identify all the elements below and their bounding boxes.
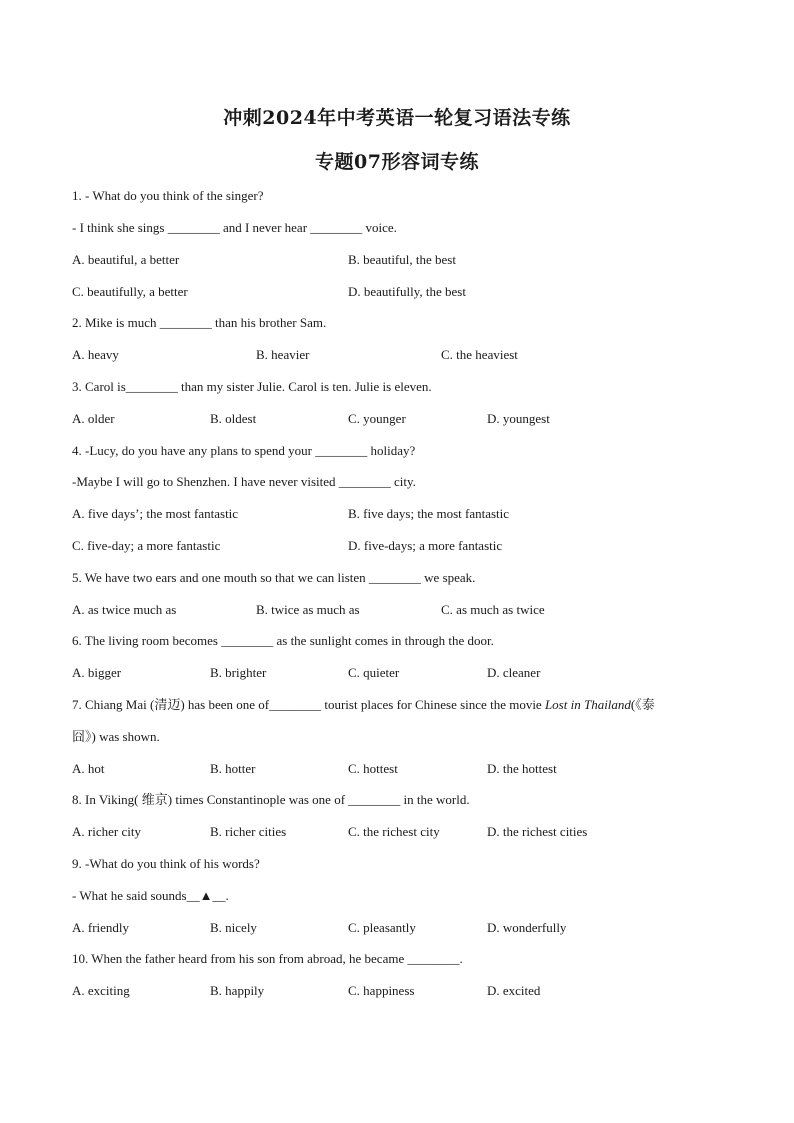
question-5-stem: 5. We have two ears and one mouth so that we can listen ________ we speak. bbox=[72, 570, 476, 585]
question-7-stem-2: 囧》) was shown. bbox=[72, 729, 160, 744]
question-10-option-a: A. exciting bbox=[72, 983, 130, 998]
question-4-option-d: D. five-days; a more fantastic bbox=[348, 538, 503, 553]
question-7-option-c: C. hottest bbox=[348, 761, 398, 776]
question-2-stem: 2. Mike is much ________ than his brother Sam. bbox=[72, 315, 327, 330]
question-1-option-d: D. beautifully, the best bbox=[348, 284, 466, 299]
question-5-option-c: C. as much as twice bbox=[441, 602, 545, 617]
question-2-option-a: A. heavy bbox=[72, 347, 119, 362]
question-3-option-c: C. younger bbox=[348, 411, 406, 426]
page-subtitle: 专题07形容词专练 bbox=[315, 151, 479, 173]
question-6-option-a: A. bigger bbox=[72, 665, 122, 680]
question-8-stem: 8. In Viking( 维京) times Constantinople was one of ________ in the world. bbox=[72, 792, 470, 807]
movie-title: Lost in Thailand bbox=[544, 697, 631, 712]
question-3-option-a: A. older bbox=[72, 411, 115, 426]
question-7-stem bbox=[72, 697, 655, 713]
question-6-option-b: B. brighter bbox=[210, 665, 267, 680]
question-8-option-a: A. richer city bbox=[72, 824, 141, 839]
page-title: 冲刺2024年中考英语一轮复习语法专练 bbox=[223, 107, 571, 129]
question-2-option-b: B. heavier bbox=[256, 347, 310, 362]
question-9-option-d: D. wonderfully bbox=[487, 920, 567, 935]
question-1-option-c: C. beautifully, a better bbox=[72, 284, 188, 299]
question-7-stem-end: (《泰 bbox=[630, 697, 655, 712]
question-1-option-a: A. beautiful, a better bbox=[72, 252, 180, 267]
question-5-option-a: A. as twice much as bbox=[72, 602, 177, 617]
question-10-stem: 10. When the father heard from his son from abroad, he became ________. bbox=[72, 951, 463, 966]
question-7-option-a: A. hot bbox=[72, 761, 105, 776]
question-9-stem: 9. -What do you think of his words? bbox=[72, 856, 260, 871]
question-7-option-d: D. the hottest bbox=[487, 761, 557, 776]
question-8-option-b: B. richer cities bbox=[210, 824, 287, 839]
question-1-stem-2: - I think she sings ________ and I never hear ________ voice. bbox=[72, 220, 397, 235]
question-1-option-b: B. beautiful, the best bbox=[348, 252, 456, 267]
question-8-option-d: D. the richest cities bbox=[487, 824, 588, 839]
question-4-option-c: C. five-day; a more fantastic bbox=[72, 538, 221, 553]
question-10-option-b: B. happily bbox=[210, 983, 265, 998]
question-7-stem-start: 7. Chiang Mai (清迈) has been one of________ tourist places for Chinese since the movie bbox=[72, 697, 545, 712]
question-9-option-a: A. friendly bbox=[72, 920, 130, 935]
question-6-option-c: C. quieter bbox=[348, 665, 400, 680]
question-4-stem: 4. -Lucy, do you have any plans to spend your ________ holiday? bbox=[72, 443, 416, 458]
question-9-stem-2: - What he said sounds__▲__. bbox=[72, 888, 229, 903]
question-9-option-c: C. pleasantly bbox=[348, 920, 416, 935]
question-4-stem-2: -Maybe I will go to Shenzhen. I have never visited ________ city. bbox=[72, 474, 416, 489]
question-3-option-b: B. oldest bbox=[210, 411, 257, 426]
question-9-option-b: B. nicely bbox=[210, 920, 257, 935]
question-3-option-d: D. youngest bbox=[487, 411, 550, 426]
question-10-option-d: D. excited bbox=[487, 983, 541, 998]
question-6-stem: 6. The living room becomes ________ as the sunlight comes in through the door. bbox=[72, 633, 494, 648]
question-1-stem: 1. - What do you think of the singer? bbox=[72, 188, 264, 203]
question-4-option-a: A. five days’; the most fantastic bbox=[72, 506, 239, 521]
question-3-stem: 3. Carol is________ than my sister Julie. Carol is ten. Julie is eleven. bbox=[72, 379, 432, 394]
question-8-option-c: C. the richest city bbox=[348, 824, 440, 839]
question-4-option-b: B. five days; the most fantastic bbox=[348, 506, 510, 521]
question-6-option-d: D. cleaner bbox=[487, 665, 541, 680]
question-10-option-c: C. happiness bbox=[348, 983, 415, 998]
question-2-option-c: C. the heaviest bbox=[441, 347, 518, 362]
question-5-option-b: B. twice as much as bbox=[256, 602, 360, 617]
question-7-option-b: B. hotter bbox=[210, 761, 256, 776]
